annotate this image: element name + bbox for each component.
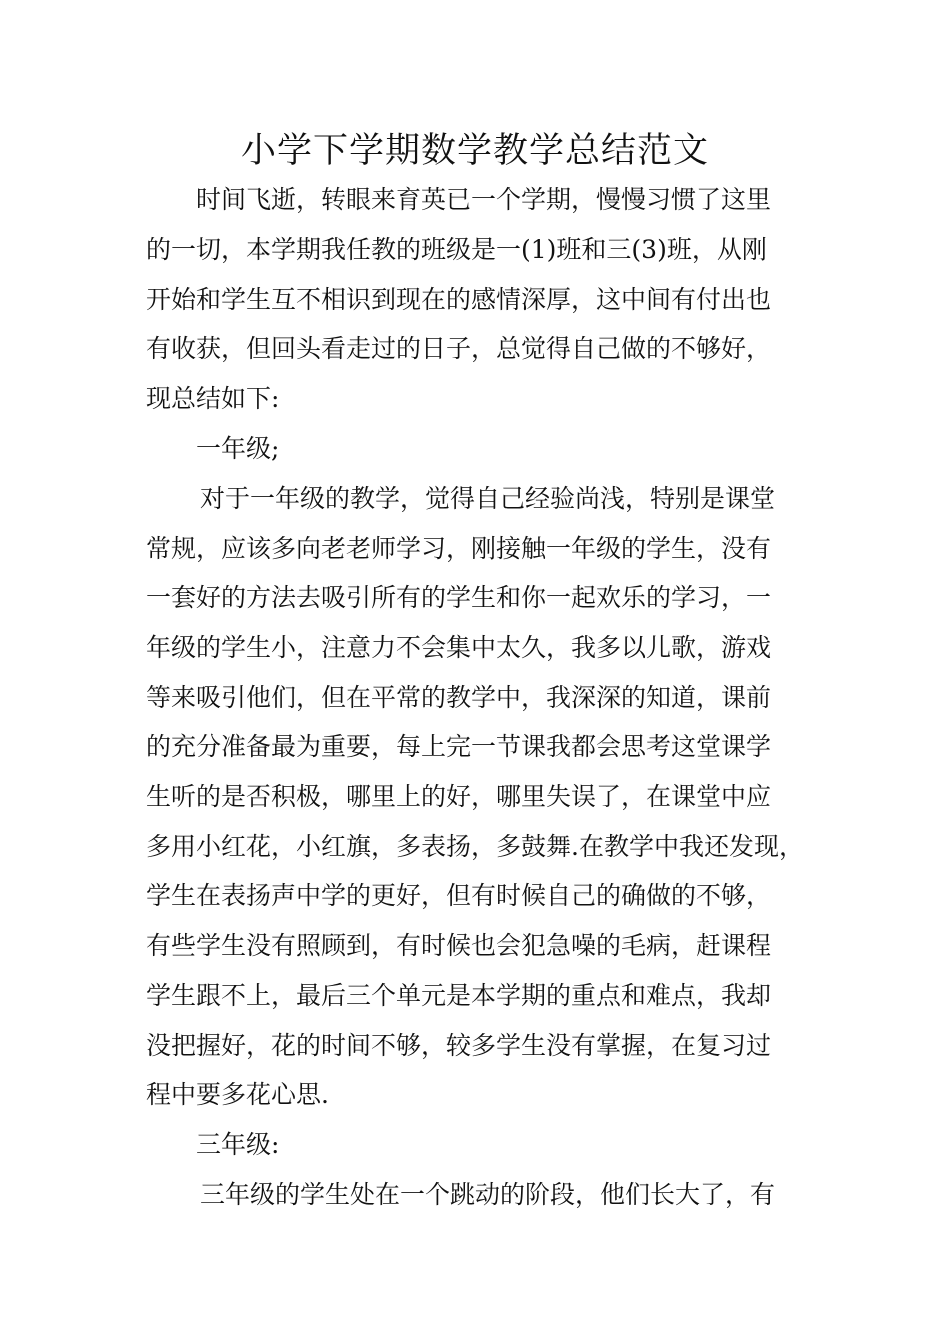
paragraph-line: 的一切，本学期我任教的班级是一(1)班和三(3)班，从刚	[146, 235, 767, 264]
document-title: 小学下学期数学教学总结范文	[240, 131, 709, 171]
paragraph-line: 年级的学生小，注意力不会集中太久，我多以儿歌，游戏	[146, 633, 772, 662]
paragraph-line: 等来吸引他们，但在平常的教学中，我深深的知道，课前	[146, 683, 772, 712]
section-heading-grade-3: 三年级:	[196, 1130, 280, 1159]
paragraph-line: 时间飞逝，转眼来育英已一个学期，慢慢习惯了这里	[196, 185, 772, 214]
paragraph-line: 开始和学生互不相识到现在的感情深厚，这中间有付出也	[146, 285, 772, 314]
paragraph-line: 多用小红花，小红旗，多表扬，多鼓舞.在教学中我还发现，	[146, 832, 804, 861]
paragraph-line: 对于一年级的教学，觉得自己经验尚浅，特别是课堂	[200, 484, 776, 513]
paragraph-line: 生听的是否积极，哪里上的好，哪里失误了，在课堂中应	[146, 782, 772, 811]
paragraph-line: 学生在表扬声中学的更好，但有时候自己的确做的不够，	[146, 881, 772, 910]
paragraph-line: 有些学生没有照顾到，有时候也会犯急噪的毛病，赶课程	[146, 931, 772, 960]
paragraph-line: 的充分准备最为重要，每上完一节课我都会思考这堂课学	[146, 732, 772, 761]
section-heading-grade-1: 一年级;	[196, 434, 280, 463]
paragraph-line: 学生跟不上，最后三个单元是本学期的重点和难点，我却	[146, 981, 772, 1010]
paragraph-line: 一套好的方法去吸引所有的学生和你一起欢乐的学习，一	[146, 583, 772, 612]
paragraph-line: 三年级的学生处在一个跳动的阶段，他们长大了，有	[200, 1180, 776, 1209]
paragraph-line: 常规，应该多向老老师学习，刚接触一年级的学生，没有	[146, 534, 772, 563]
paragraph-line: 程中要多花心思.	[146, 1080, 329, 1109]
paragraph-line: 没把握好，花的时间不够，较多学生没有掌握，在复习过	[146, 1031, 772, 1060]
paragraph-line: 现总结如下:	[146, 384, 280, 413]
paragraph-line: 有收获，但回头看走过的日子，总觉得自己做的不够好，	[146, 334, 772, 363]
